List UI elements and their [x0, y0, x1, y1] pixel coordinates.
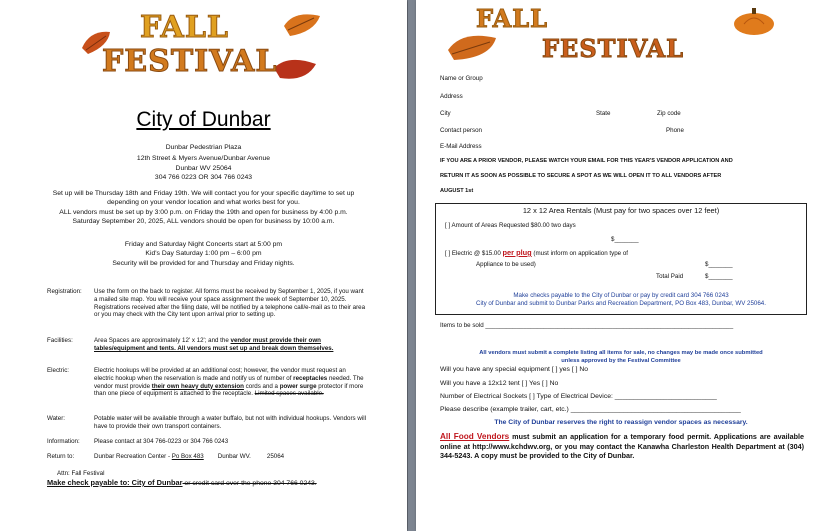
- concerts-line-2: Kid's Day Saturday 1:00 pm – 6:00 pm: [145, 250, 262, 257]
- address-line-2: 12th Street & Myers Avenue/Dunbar Avenue: [136, 155, 271, 162]
- attention-line: Attn: Fall Festival: [57, 470, 105, 477]
- concerts-line-1: Friday and Saturday Night Concerts start at 5:00 pm: [124, 241, 283, 248]
- logo-word-fall-right: FALL: [476, 4, 549, 33]
- electric-text-b: needed. The vendor must provide: [94, 374, 364, 390]
- facilities-label: Facilities:: [47, 337, 73, 344]
- prior-vendor-line-1: IF YOU ARE A PRIOR VENDOR, PLEASE WATCH YOUR EMAIL FOR THIS YEAR'S VENDOR APPLICATION AND: [440, 158, 733, 164]
- information-label: Information:: [47, 438, 80, 445]
- return-text-b: Dunbar WV.: [217, 453, 251, 460]
- information-text: Please contact at 304 766-0223 or 304 766 0243: [94, 438, 229, 445]
- return-po-box: Po Box 483: [171, 453, 204, 460]
- state-field-label: State: [596, 110, 611, 117]
- checks-payable-card: or credit card over the phone 304 766 0243.: [182, 480, 317, 487]
- rentals-electric-b: (must inform on application type of: [531, 250, 628, 257]
- rentals-per-plug: per plug: [502, 248, 532, 257]
- electric-text-c: cords and a: [243, 382, 280, 390]
- rentals-amount-blank: $_______: [611, 236, 639, 243]
- prior-vendor-line-3: AUGUST 1st: [440, 188, 474, 194]
- rentals-electric: [445, 248, 628, 257]
- facilities-text: [94, 337, 366, 353]
- rentals-electric-c: Appliance to be used): [476, 261, 536, 268]
- all-vendors-line-2: unless approved by the Festival Committee: [561, 358, 681, 364]
- page-gap: [408, 0, 416, 531]
- rentals-electric-a: [ ] Electric @ $15.00: [445, 250, 503, 257]
- food-vendors-notice: [440, 432, 804, 461]
- document-page-left: [0, 0, 407, 531]
- fall-festival-logo-right: [446, 4, 786, 70]
- items-sold-line: Items to be sold ________________________________________________________________________: [440, 322, 734, 329]
- reassign-notice: The City of Dunbar reserves the right to reassign vendor spaces as necessary.: [494, 419, 748, 426]
- electric-receptacles: receptacles: [293, 374, 328, 382]
- all-vendors-line-1: All vendors must submit a complete listing all items for sale, no changes may be made once submitted: [479, 350, 763, 356]
- electric-text: [94, 367, 366, 398]
- rentals-total-blank: $_______: [705, 273, 733, 280]
- prior-vendor-line-2: RETURN IT AS SOON AS POSSIBLE TO SECURE A SPOT AS WE WILL OPEN IT TO ALL VENDORS AFTER: [440, 173, 722, 179]
- rentals-payable-2: City of Dunbar and submit to Dunbar Parks and Recreation Department, PO Box 483, Dunbar, WV 25064.: [476, 300, 766, 307]
- electric-limited-struck: Limited spaces available.: [254, 390, 324, 398]
- rentals-heading: 12 x 12 Area Rentals (Must pay for two spaces over 12 feet): [522, 206, 720, 215]
- setup-line-4: Saturday September 20, 2025, ALL vendors should be open for business by 10:00 a.m.: [72, 218, 335, 225]
- concerts-line-3: Security will be provided for and Thursday and Friday nights.: [112, 260, 295, 267]
- rentals-amount: [ ] Amount of Areas Requested $80.00 two days: [445, 222, 576, 229]
- food-vendors-label: All Food Vendors: [440, 432, 510, 441]
- checks-payable-to: Make check payable to: City of Dunbar: [47, 478, 183, 487]
- food-vendors-text: must submit an application for a temporary food permit. Applications are available online at http://www.kchdwv.org, or you may contact the Kanawha Charleston Health Department at (304) 344-5243. A copy must be provided to the City of Dunbar.: [440, 432, 804, 460]
- return-text-a: Dunbar Recreation Center -: [94, 453, 172, 460]
- electric-text-a: Electric hookups will be provided at an additional cost; however, the vendor must request an electric hookup when the reservation is made and notify us of number of: [94, 367, 346, 382]
- registration-label: Registration:: [47, 288, 82, 295]
- describe-question: Please describe (example trailer, cart, etc.) _____________________________________________: [440, 406, 741, 413]
- return-zip: 25064: [266, 453, 285, 460]
- setup-line-3: ALL vendors must be set up by 3:00 p.m. on Friday the 19th and open for business by 4:00 p.m.: [59, 209, 348, 216]
- tent-question: Will you have a 12x12 tent [ ] Yes [ ] No: [440, 380, 559, 387]
- address-line-1: Dunbar Pedestrian Plaza: [165, 144, 242, 151]
- electric-label: Electric:: [47, 367, 70, 374]
- contact-field-label: Contact person: [440, 127, 482, 134]
- leaf-icon: [280, 10, 324, 40]
- logo-word-fall: FALL: [140, 10, 230, 45]
- electric-surge: power surge: [279, 382, 317, 390]
- electric-heavy-duty: their own heavy duty extension: [151, 382, 244, 390]
- logo-word-festival-right: FESTIVAL: [542, 34, 685, 63]
- email-field-label: E-Mail Address: [440, 143, 482, 150]
- pumpkin-icon: [732, 6, 776, 36]
- name-field-label: Name or Group: [440, 75, 483, 82]
- city-field-label: City: [440, 110, 451, 117]
- electric-text-d: protector if more than one piece of equipment is attached to the receptacle.: [94, 382, 364, 398]
- setup-line-2: depending on your vendor location and what works best for you.: [107, 199, 300, 206]
- return-text: [94, 453, 366, 461]
- phone-field-label: Phone: [666, 127, 684, 134]
- rentals-total-label: Total Paid: [656, 273, 684, 280]
- rentals-electric-blank: $_______: [705, 261, 733, 268]
- setup-line-1: Set up will be Thursday 18th and Friday 19th. We will contact you for your specific day/time to set up: [52, 190, 355, 197]
- sockets-question: Number of Electrical Sockets [ ] Type of Electrical Device: ___________________________: [440, 393, 717, 400]
- facilities-text-plain: Area Spaces are approximately 12' x 12'; and the: [94, 337, 231, 344]
- page-title: City of Dunbar: [136, 108, 271, 131]
- special-equipment-question: Will you have any special equipment [ ] yes [ ] No: [440, 366, 589, 373]
- rentals-payable-1: Make checks payable to the City of Dunbar or pay by credit card 304 766 0243: [513, 292, 729, 299]
- checks-payable: [47, 478, 317, 487]
- water-text: Potable water will be available through a water buffalo, but not with individual hookups. Vendors will have to provide their own transport containers.: [94, 415, 366, 430]
- fall-festival-logo: [80, 10, 330, 82]
- zip-field-label: Zip code: [657, 110, 681, 117]
- leaf-icon: [446, 30, 506, 64]
- address-line-3: Dunbar WV 25064: [175, 165, 232, 172]
- address-field-label: Address: [440, 93, 463, 100]
- address-line-4: 304 766 0223 OR 304 766 0243: [154, 174, 253, 181]
- water-label: Water:: [47, 415, 65, 422]
- logo-word-festival: FESTIVAL: [102, 44, 278, 79]
- registration-text: Use the form on the back to register. All forms must be received by September 1, 2025, if you want a mailed site map. You will receive your space assignment the week of September 10, 2025. Registrations received after the filing date, will be notified by a telephone call/e-mail as to their area or you may check with the City tent upon arrival prior to setting up.: [94, 288, 366, 319]
- return-label: Return to:: [47, 453, 75, 460]
- facilities-text-emphasis: vendor must provide their own tables/equipment and tents. All vendors must set up and break down themselves.: [94, 337, 334, 352]
